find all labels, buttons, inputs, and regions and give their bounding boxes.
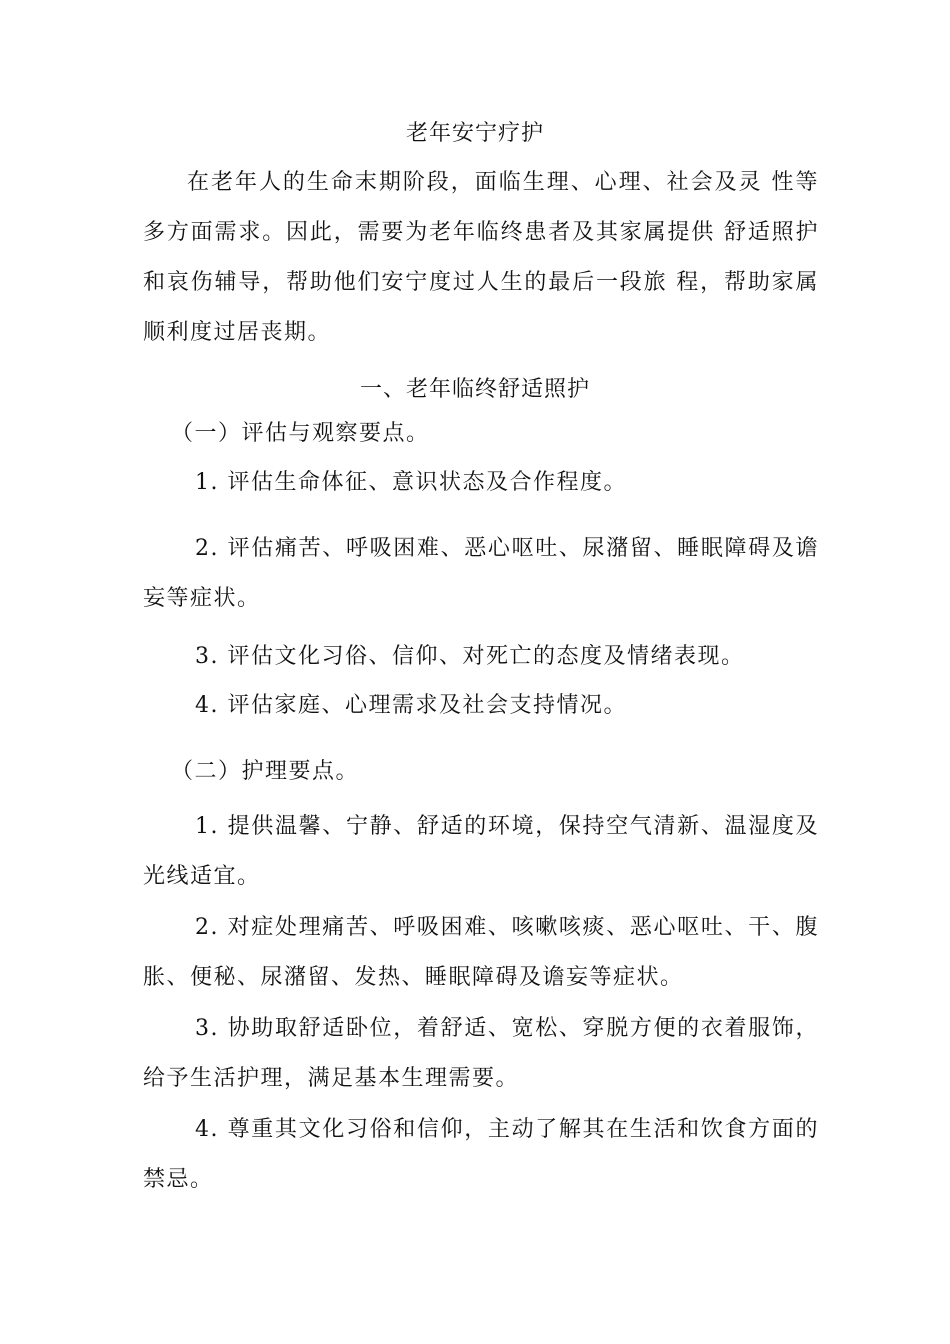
nursing-item-3: 3. 协助取舒适卧位，着舒适、宽松、穿脱方便的衣着服饰，给予生活护理，满足基本生理需要。 (143, 1016, 819, 1091)
nursing-item-4: 4. 尊重其文化习俗和信仰，主动了解其在生活和饮食方面的禁忌。 (143, 1117, 819, 1192)
assessment-item-1: 1. 评估生命体征、意识状态及合作程度。 (195, 470, 627, 495)
subsection-heading-assessment: （一）评估与观察要点。 (171, 421, 430, 446)
nursing-item-2: 2. 对症处理痛苦、呼吸困难、咳嗽咳痰、恶心呕吐、干、腹胀、便秘、尿潴留、发热、睡眠障碍及谵妄等症状。 (143, 915, 819, 990)
assessment-item-2: 2. 评估痛苦、呼吸困难、恶心呕吐、尿潴留、睡眠障碍及谵妄等症状。 (143, 536, 819, 611)
section-heading: 一、老年临终舒适照护 (359, 377, 590, 402)
assessment-item-4: 4. 评估家庭、心理需求及社会支持情况。 (195, 693, 627, 718)
intro-paragraph: 在老年人的生命末期阶段，面临生理、心理、社会及灵 性等多方面需求。因此，需要为老年临终患者及其家属提供 舒适照护和哀伤辅导，帮助他们安宁度过人生的最后一段旅 程，帮助家属顺利度过居丧期。 (143, 170, 819, 345)
subsection-heading-nursing: （二）护理要点。 (171, 759, 360, 784)
document-title: 老年安宁疗护 (405, 121, 544, 146)
nursing-item-1: 1. 提供温馨、宁静、舒适的环境，保持空气清新、温湿度及光线适宜。 (143, 814, 819, 889)
assessment-item-3: 3. 评估文化习俗、信仰、对死亡的态度及情绪表现。 (195, 644, 745, 669)
